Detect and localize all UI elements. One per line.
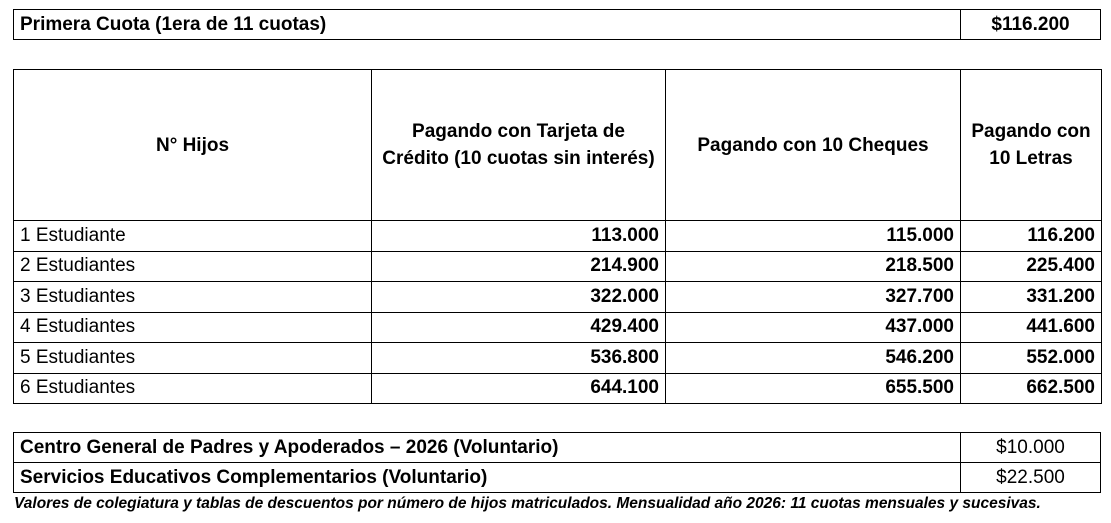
letras-value: 441.600: [961, 312, 1102, 343]
first-quota-label: Primera Cuota (1era de 11 cuotas): [14, 10, 961, 40]
row-label: 1 Estudiante: [14, 221, 372, 252]
letras-value: 225.400: [961, 251, 1102, 282]
header-cheques: Pagando con 10 Cheques: [666, 70, 961, 221]
extras-row: [14, 463, 1101, 493]
table-row: [14, 343, 1102, 374]
table-row: [14, 373, 1102, 404]
cheques-value: 437.000: [666, 312, 961, 343]
credit-value: 644.100: [372, 373, 666, 404]
row-label: 5 Estudiantes: [14, 343, 372, 374]
credit-value: 113.000: [372, 221, 666, 252]
cheques-value: 546.200: [666, 343, 961, 374]
prices-table: [13, 69, 1102, 404]
letras-value: 116.200: [961, 221, 1102, 252]
extras-table: [13, 432, 1101, 493]
first-quota-amount: $116.200: [961, 10, 1101, 40]
credit-value: 322.000: [372, 282, 666, 313]
header-children: N° Hijos: [14, 70, 372, 221]
cheques-value: 327.700: [666, 282, 961, 313]
header-letras: Pagando con 10 Letras: [961, 70, 1102, 221]
prices-header-row: [14, 70, 1102, 221]
first-quota-table: [13, 9, 1101, 40]
footnote: Valores de colegiatura y tablas de descuentos por número de hijos matriculados. Mensualidad año 2026: 11 cuotas mensuales y sucesivas.: [14, 495, 1041, 512]
table-row: [14, 282, 1102, 313]
table-row: [14, 221, 1102, 252]
header-credit-card: Pagando con Tarjeta de Crédito (10 cuotas sin interés): [372, 70, 666, 221]
extra-amount: $10.000: [961, 433, 1101, 463]
row-label: 4 Estudiantes: [14, 312, 372, 343]
letras-value: 552.000: [961, 343, 1102, 374]
cheques-value: 655.500: [666, 373, 961, 404]
credit-value: 429.400: [372, 312, 666, 343]
extra-label: Centro General de Padres y Apoderados – 2026 (Voluntario): [14, 433, 961, 463]
first-quota-row: [14, 10, 1101, 40]
extras-row: [14, 433, 1101, 463]
letras-value: 662.500: [961, 373, 1102, 404]
extra-amount: $22.500: [961, 463, 1101, 493]
letras-value: 331.200: [961, 282, 1102, 313]
credit-value: 536.800: [372, 343, 666, 374]
row-label: 2 Estudiantes: [14, 251, 372, 282]
row-label: 6 Estudiantes: [14, 373, 372, 404]
cheques-value: 115.000: [666, 221, 961, 252]
cheques-value: 218.500: [666, 251, 961, 282]
extra-label: Servicios Educativos Complementarios (Voluntario): [14, 463, 961, 493]
table-row: [14, 312, 1102, 343]
table-row: [14, 251, 1102, 282]
row-label: 3 Estudiantes: [14, 282, 372, 313]
credit-value: 214.900: [372, 251, 666, 282]
